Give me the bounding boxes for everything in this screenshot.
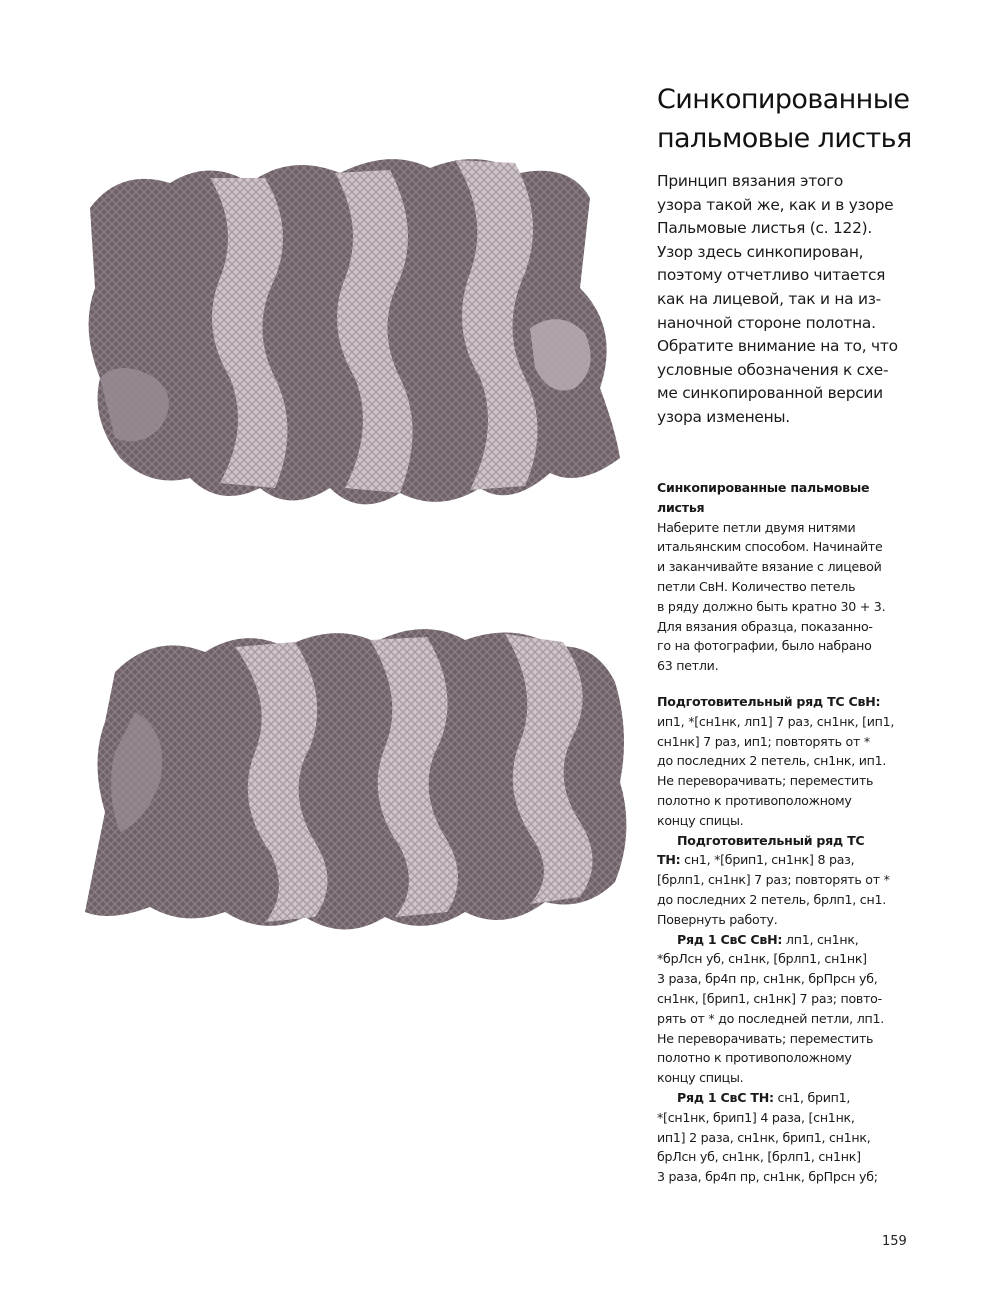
intro-line: Пальмовые листья (с. 122). — [657, 219, 873, 238]
intro-paragraph — [657, 170, 957, 430]
cast-on-line: 63 петли. — [657, 658, 719, 674]
pattern-instructions — [657, 478, 957, 1187]
cast-on-line: Наберите петли двумя нитями — [657, 519, 856, 535]
cast-on-line: петли СвН. Количество петель — [657, 578, 856, 594]
row-1-light-line: рять от * до последней петли, лп1. — [657, 1010, 884, 1026]
cast-on-line: итальянским способом. Начинайте — [657, 539, 883, 555]
prep-row-1-label: Подготовительный ряд ТС СвН: — [657, 693, 881, 709]
intro-line: Обратите внимание на то, что — [657, 337, 898, 356]
row-1-light-line: 3 раза, бр4п пр, сн1нк, брПрсн уб, — [657, 971, 878, 987]
row-1-light-label: Ряд 1 СвС СвН: — [677, 931, 783, 947]
article-title — [657, 80, 957, 158]
cast-on-line: Для вязания образца, показанно- — [657, 618, 873, 634]
prep-row-1-line: до последних 2 петель, сн1нк, ип1. — [657, 753, 887, 769]
prep-row-2-label: Подготовительный ряд ТС — [677, 832, 865, 848]
prep-row-1-line: ип1, *[сн1нк, лп1] 7 раз, сн1нк, [ип1, — [657, 713, 895, 729]
row-1-dark-line: ип1] 2 раза, сн1нк, брип1, сн1нк, — [657, 1129, 871, 1145]
prep-row-1-line: полотно к противоположному — [657, 792, 852, 808]
intro-line: узора такой же, как и в узоре — [657, 195, 894, 214]
intro-line: условные обозначения к схе- — [657, 360, 889, 379]
cast-on-line: го на фотографии, было набрано — [657, 638, 872, 654]
row-1-light-line: сн1нк, [брип1, сн1нк] 7 раз; повто- — [657, 990, 882, 1006]
row-1-dark-line: 3 раза, бр4п пр, сн1нк, брПрсн уб; — [657, 1169, 878, 1185]
prep-row-2-line: сн1, *[брип1, сн1нк] 8 раз, — [680, 852, 855, 868]
row-1-light-line: Не переворачивать; переместить — [657, 1030, 874, 1046]
prep-row-2-line: [брлп1, сн1нк] 7 раз; повторять от * — [657, 872, 890, 888]
recipe-heading: Синкопированные пальмовые — [657, 480, 870, 495]
cast-on-line: и заканчивайте вязание с лицевой — [657, 559, 882, 575]
intro-line: как на лицевой, так и на из- — [657, 289, 881, 308]
prep-row-2-line: до последних 2 петель, брлп1, сн1. — [657, 891, 886, 907]
intro-line: ме синкопированной версии — [657, 384, 883, 403]
swatch-photo-top — [60, 128, 630, 528]
row-1-dark-line: сн1, брип1, — [773, 1089, 851, 1105]
intro-line: узора изменены. — [657, 407, 790, 426]
row-1-dark-line: брЛсн уб, сн1нк, [брлп1, сн1нк] — [657, 1149, 861, 1165]
intro-line: Узор здесь синкопирован, — [657, 242, 864, 261]
row-1-dark-line: *[сн1нк, брип1] 4 раза, [сн1нк, — [657, 1109, 855, 1125]
row-1-light-line: *брЛсн уб, сн1нк, [брлп1, сн1нк] — [657, 951, 867, 967]
prep-row-2-label: ТН: — [657, 852, 681, 868]
row-1-dark-label: Ряд 1 СвС ТН: — [677, 1089, 774, 1105]
prep-row-1-line: концу спицы. — [657, 812, 744, 828]
recipe-heading: листья — [657, 499, 705, 515]
intro-line: поэтому отчетливо читается — [657, 266, 886, 285]
cast-on-line: в ряду должно быть кратно 30 + 3. — [657, 598, 886, 614]
row-1-light-line: концу спицы. — [657, 1070, 744, 1086]
intro-line: Принцип вязания этого — [657, 172, 844, 190]
title-line: пальмовые листья — [657, 123, 912, 154]
prep-row-1-line: Не переворачивать; переместить — [657, 773, 874, 789]
row-1-light-line: полотно к противоположному — [657, 1050, 852, 1066]
page-number: 159 — [882, 1234, 907, 1249]
intro-line: наночной стороне полотна. — [657, 313, 876, 332]
swatch-photo-bottom — [75, 612, 635, 962]
title-line: Синкопированные — [657, 84, 910, 115]
prep-row-1-line: сн1нк] 7 раз, ип1; повторять от * — [657, 733, 870, 749]
row-1-light-line: лп1, сн1нк, — [782, 931, 859, 947]
prep-row-2-line: Повернуть работу. — [657, 911, 778, 927]
